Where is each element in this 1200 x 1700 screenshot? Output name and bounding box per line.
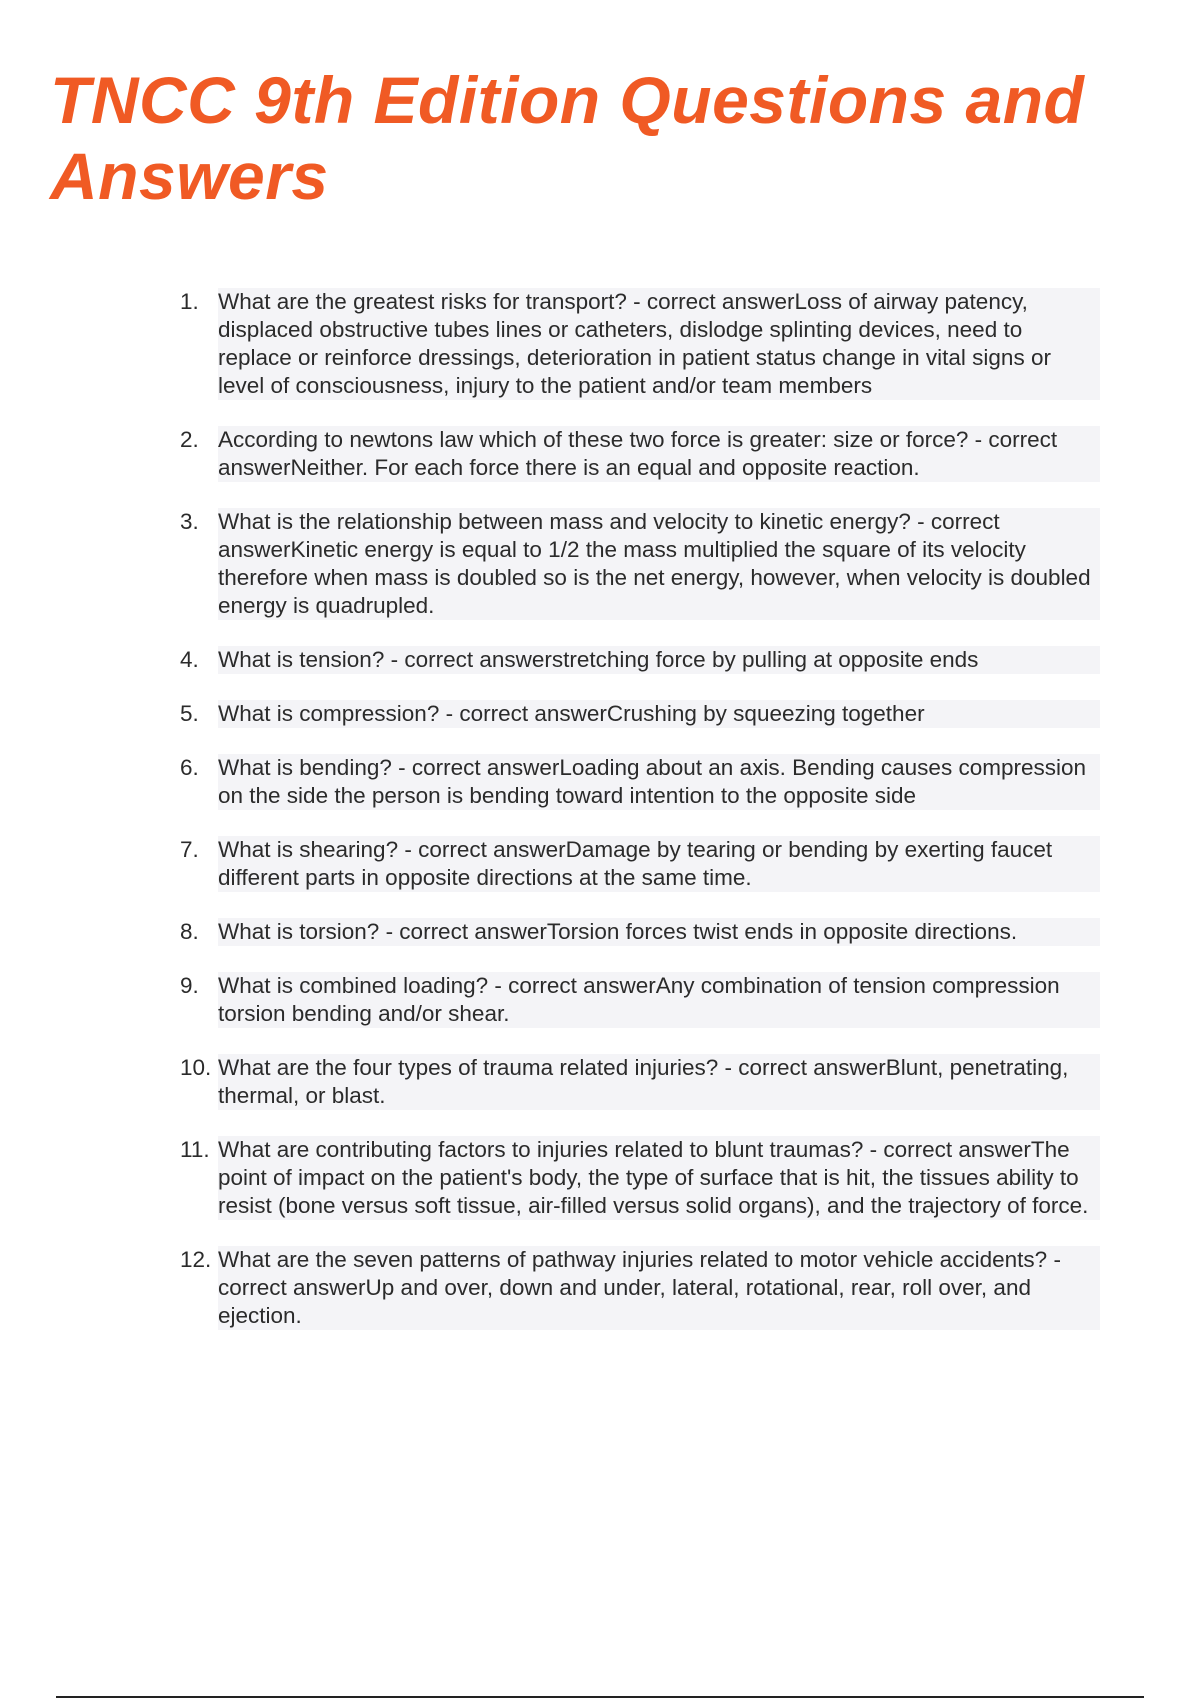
- qa-item-7: [180, 836, 1100, 892]
- qa-item-5: [180, 700, 1100, 728]
- qa-text: What is torsion? - correct answerTorsion forces twist ends in opposite directions.: [218, 918, 1100, 946]
- qa-item-1: [180, 288, 1100, 400]
- qa-number: 4.: [180, 647, 199, 672]
- qa-text: What are the seven patterns of pathway injuries related to motor vehicle accidents? - correct answerUp and over, down and under, lateral, rotational, rear, roll over, and ejection.: [218, 1246, 1100, 1330]
- qa-number: 5.: [180, 701, 199, 726]
- qa-text: What are the greatest risks for transport? - correct answerLoss of airway patency, displaced obstructive tubes lines or catheters, dislodge splinting devices, need to replace or reinforce dressings, deterioration in patient status change in vital signs or level of consciousness, injury to the patient and/or team members: [218, 288, 1100, 400]
- qa-item-11: [180, 1136, 1100, 1220]
- qa-number: 2.: [180, 427, 199, 452]
- qa-list: [180, 288, 1100, 1356]
- qa-item-8: [180, 918, 1100, 946]
- bottom-divider: [56, 1696, 1144, 1698]
- qa-text: What is combined loading? - correct answerAny combination of tension compression torsion bending and/or shear.: [218, 972, 1100, 1028]
- qa-text: What is bending? - correct answerLoading about an axis. Bending causes compression on the side the person is bending toward intention to the opposite side: [218, 754, 1100, 810]
- qa-number: 7.: [180, 837, 199, 862]
- document-title: TNCC 9th Edition Questions and Answers: [50, 63, 1085, 213]
- qa-item-4: [180, 646, 1100, 674]
- qa-text: What is tension? - correct answerstretching force by pulling at opposite ends: [218, 646, 1100, 674]
- qa-text: What is shearing? - correct answerDamage by tearing or bending by exerting faucet different parts in opposite directions at the same time.: [218, 836, 1100, 892]
- qa-number: 9.: [180, 973, 199, 998]
- qa-item-9: [180, 972, 1100, 1028]
- qa-number: 3.: [180, 509, 199, 534]
- qa-number: 11.: [180, 1137, 210, 1162]
- qa-number: 12.: [180, 1247, 212, 1272]
- qa-number: 10.: [180, 1055, 212, 1080]
- qa-item-3: [180, 508, 1100, 620]
- qa-item-2: [180, 426, 1100, 482]
- qa-number: 6.: [180, 755, 199, 780]
- qa-text: What is the relationship between mass and velocity to kinetic energy? - correct answerKinetic energy is equal to 1/2 the mass multiplied the square of its velocity therefore when mass is doubled so is the net energy, however, when velocity is doubled energy is quadrupled.: [218, 508, 1100, 620]
- qa-item-10: [180, 1054, 1100, 1110]
- qa-text: What are contributing factors to injuries related to blunt traumas? - correct answerThe point of impact on the patient's body, the type of surface that is hit, the tissues ability to resist (bone versus soft tissue, air-filled versus solid organs), and the trajectory of force.: [218, 1136, 1100, 1220]
- qa-item-12: [180, 1246, 1100, 1330]
- qa-number: 1.: [180, 289, 199, 314]
- qa-text: What is compression? - correct answerCrushing by squeezing together: [218, 700, 1100, 728]
- qa-item-6: [180, 754, 1100, 810]
- qa-text: What are the four types of trauma related injuries? - correct answerBlunt, penetrating, thermal, or blast.: [218, 1054, 1100, 1110]
- qa-number: 8.: [180, 919, 199, 944]
- qa-text: According to newtons law which of these two force is greater: size or force? - correct answerNeither. For each force there is an equal and opposite reaction.: [218, 426, 1100, 482]
